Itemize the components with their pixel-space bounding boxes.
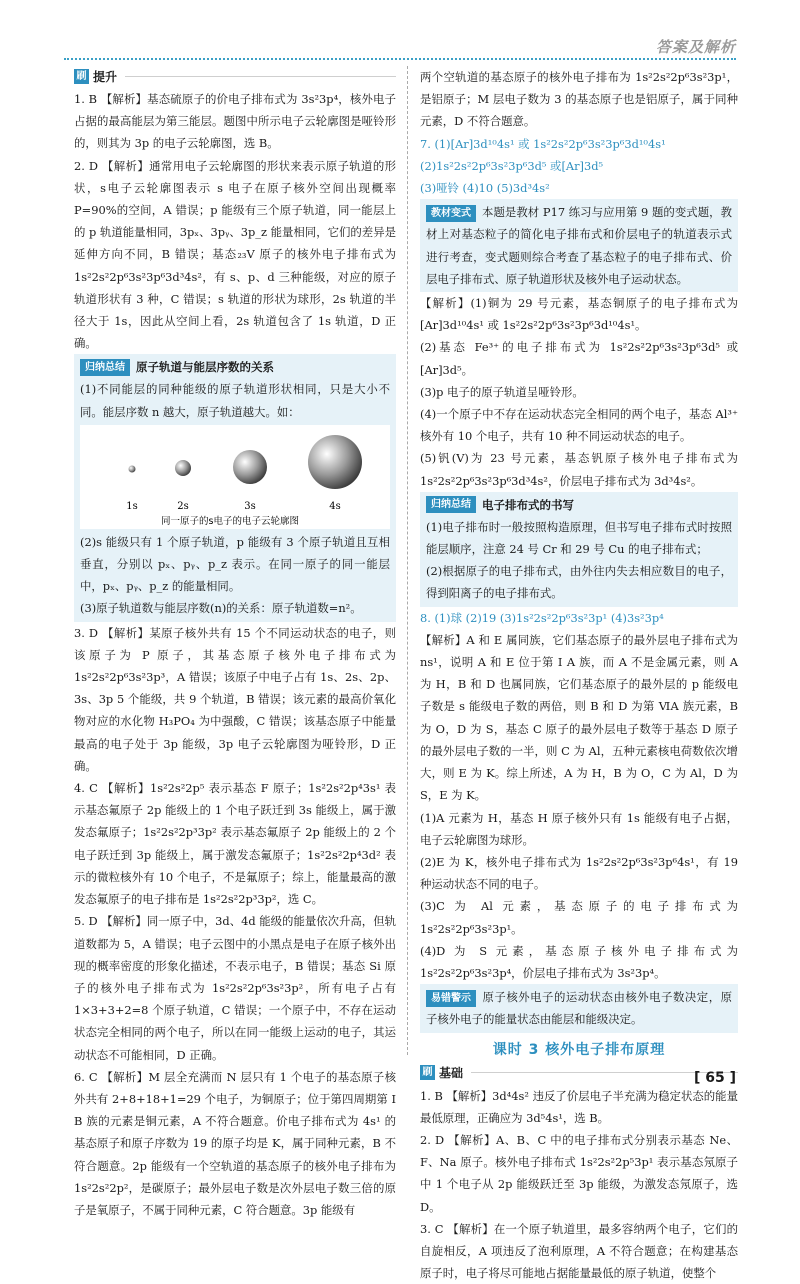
lesson-title: 课时 3 核外电子排布原理: [492, 1041, 666, 1058]
summary-label: 归纳总结: [80, 359, 130, 376]
warning-box: [420, 984, 738, 1032]
answer-8-explanation-3: (3)C 为 Al 元素，基态原子的电子排布式为 1s²2s²2p⁶3s²3p¹。: [420, 899, 738, 936]
variant-label: 教材变式: [426, 205, 476, 222]
summary-point-2: (2)s 能级只有 1 个原子轨道，p 能级有 3 个原子轨道且互相垂直，分别以 pₓ、pᵧ、p_z 表示。在同一原子的同一能层中，pₓ、pᵧ、p_z 的能量相同。: [80, 534, 390, 594]
answer-3: 3. D 【解析】某原子核外共有 15 个不同运动状态的电子，则该原子为 P 原子，其基态原子核外电子排布式为 1s²2s²2p⁶3s²3p³，A 错误；该原子中电子占有 1s、2s、2p、3s、3p 5 个能级，共 9 个轨道，B 错误；该元素的最高价氧化物对应的水化物 H₃PO₄ 为中强酸，C 错误；该基态原子中能量最高的电子处于 3p 能级，3p 电子云轮廓图为哑铃形，D 正确。: [74, 625, 396, 773]
header-divider: [64, 58, 736, 60]
basic-answer-3: 3. C 【解析】在一个原子轨道里，最多容纳两个电子，它们的自旋相反，A 项违反了泡利原理，A 不符合题意；在构建基态原子时，电子将尽可能地占据能量最低的原子轨道，使整个: [420, 1221, 738, 1281]
answer-4: 4. C 【解析】1s²2s²2p⁵ 表示基态 F 原子；1s²2s²2p⁴3s¹ 表示基态氟原子 2p 能级上的 1 个电子跃迁到 3s 能级上，属于激发态氟原子；1s²2s²2p³3p² 表示基态氟原子 2p 能级上的 2 个电子跃迁到 3p 能级上，属于激发态氟原子；1s²2s²2p⁴3d² 表示的微粒核外有 10 个电子，不是氟原子；综上，能量最高的激发态氟原子的电子排布是 1s²2s²2p³3p²，选 C。: [74, 781, 396, 907]
summary-box-orbitals: [74, 354, 396, 621]
variant-body: 本题是教材 P17 练习与应用第 9 题的变式题，教材上对基态粒子的简化电子排布式和价层电子的轨道表示式进行考查，变式题则综合考查了基态粒子的电子排布式、价层电子排布式、原子轨道形状及核外电子运动状态。: [426, 205, 732, 286]
sphere-label-2s: 2s: [177, 500, 189, 512]
column-divider: [407, 66, 408, 1055]
s-orbital-figure: [80, 425, 390, 529]
summary2-header: [426, 494, 732, 516]
sphere-label-3s: 3s: [244, 500, 256, 512]
page-number: [ 65 ]: [693, 1070, 736, 1086]
sphere-1s: [129, 465, 136, 472]
warning-body: 原子核外电子的运动状态由核外电子数决定，原子核外电子的能量状态由能层和能级决定。: [426, 990, 732, 1027]
sphere-3s: [233, 450, 267, 484]
summary2-title: 电子排布式的书写: [482, 497, 574, 512]
warning-text: [426, 986, 732, 1030]
answer-8: 8. (1)球 (2)19 (3)1s²2s²2p⁶3s²3p¹ (4)3s²3p⁴: [420, 610, 664, 625]
basic-answer-1: 1. B 【解析】3d⁴4s² 违反了价层电子半充满为稳定状态的能量最低原理，正确应为 3d⁵4s¹，选 B。: [420, 1088, 738, 1125]
answer-6-continued: 两个空轨道的基态原子的核外电子排布为 1s²2s²2p⁶3s²3p¹，是铝原子；M 层电子数为 3 的基态原子也是铝原子，属于同种元素，D 不符合题意。: [420, 70, 738, 129]
header-title: 答案及解析: [655, 38, 736, 56]
section-title: 基础: [439, 1066, 464, 1081]
brush-icon: 刷: [420, 1065, 435, 1080]
sphere-2s: [175, 460, 191, 476]
answer-7-explanation-3: (3)p 电子的原子轨道呈哑铃形。: [420, 384, 584, 399]
answer-8-explanation-1: (1)A 元素为 H，基态 H 原子核外只有 1s 能级有电子占据，电子云轮廓图为球形。: [420, 810, 738, 847]
answer-7-line-3: (3)哑铃 (4)10 (5)3d³4s²: [420, 181, 550, 196]
sphere-label-1s: 1s: [126, 500, 138, 512]
answer-7-explanation-2: (2)基态 Fe³⁺的电子排布式为 1s²2s²2p⁶3s²3p⁶3d⁵ 或[Ar]3d⁵。: [420, 340, 738, 377]
brush-icon: 刷: [74, 69, 89, 84]
answer-7-explanation-5: (5)钒(V)为 23 号元素，基态钒原子核外电子排布式为 1s²2s²2p⁶3s²3p⁶3d³4s²，价层电子排布式为 3d³4s²。: [420, 451, 738, 488]
answer-5: 5. D 【解析】同一原子中，3d、4d 能级的能量依次升高，但轨道数都为 5，A 错误；电子云图中的小黑点是电子在原子核外出现的概率密度的形象化描述，不表示电子，B 错误；基态 Si 原子的核外电子排布式为 1s²2s²2p⁶3s²3p²，所有电子占有 1×3+3+2=8 个原子轨道，C 错误；一个原子中，不存在运动状态完全相同的两个电子，所以在同一能级上运动的电子，其运动状态不可能相同，D 正确。: [74, 914, 396, 1062]
answer-8-explanation: 【解析】A 和 E 属同族，它们基态原子的最外层电子排布式为 ns¹，说明 A 和 E 位于第 Ⅰ A 族，而 A 不是金属元素，则 A 为 H，B 和 D 也属同族，它们基态原子的最外层的 p 能级电子数是 s 能级电子数的两倍，则 B 和 D 为第 ⅥA 族元素，B 为 O，D 为 S，基态 C 原子的最外层电子数等于基态 D 原子的最外层电子数的一半，则 C 为 Al，五种元素核电荷数依次增大，则 E 为 K。综上所述，A 为 H，B 为 O，C 为 Al，D 为 S，E 为 K。: [420, 632, 738, 803]
sphere-label-4s: 4s: [329, 500, 341, 512]
section-header-jichu: [420, 1063, 738, 1083]
right-column: [420, 66, 738, 1284]
answer-6: 6. C 【解析】M 层全充满而 N 层只有 1 个电子的基态原子核外共有 2+8+18+1=29 个电子，为铜原子；位于第四周期第 Ⅰ B 族的元素是铜元素，A 不符合题意。价电子排布式为 4s¹ 的基态原子和原子序数为 19 的原子均是 K，属于同种元素，B 不符合题意。2p 能级有一个空轨道的基态原子的核外电子排布为 1s²2s²2p²，是碳原子；最外层电子数是次外层电子数三倍的原子是氧原子，不属于同种元素，C 符合题意。3p 能级有: [74, 1069, 396, 1217]
summary-point-1: (1)不同能层的同种能级的原子轨道形状相同，只是大小不同。能层序数 n 越大，原子轨道越大。如：: [80, 382, 390, 419]
answer-7-explanation-4: (4)一个原子中不存在运动状态完全相同的两个电子，基态 Al³⁺核外有 10 个电子，共有 10 种不同运动状态的电子。: [420, 407, 738, 444]
answer-7-line-2: (2)1s²2s²2p⁶3s²3p⁶3d⁵ 或[Ar]3d⁵: [420, 158, 604, 173]
sphere-caption: 同一原子的s电子的电子云轮廓图: [161, 515, 299, 527]
textbook-variant-box: [420, 199, 738, 292]
summary-point-3: (3)原子轨道数与能层序数(n)的关系：原子轨道数=n²。: [80, 601, 362, 616]
answer-8-explanation-4: (4)D 为 S 元素，基态原子核外电子排布式为 1s²2s²2p⁶3s²3p⁴，价层电子排布式为 3s²3p⁴。: [420, 943, 738, 980]
left-column: [74, 66, 396, 1221]
sphere-4s: [308, 435, 362, 489]
section-header-tisheng: [74, 66, 396, 86]
warning-label: 易错警示: [426, 990, 476, 1007]
summary2-label: 归纳总结: [426, 496, 476, 513]
variant-text: [426, 201, 732, 290]
answer-1: 1. B 【解析】基态硫原子的价电子排布式为 3s²3p⁴，核外电子占据的最高能层为第三能层。题图中所示电子云轮廓图是哑铃形的，则其为 3p 的电子云轮廓图，选 B。: [74, 92, 396, 151]
basic-answer-2: 2. D 【解析】A、B、C 中的电子排布式分别表示基态 Ne、F、Na 原子。核外电子排布式 1s²2s²2p⁵3p¹ 表示基态氖原子中 1 个电子从 2p 能级跃迁至 3p 能级，为激发态氖原子，选 D。: [420, 1132, 738, 1214]
summary2-point-2: (2)根据原子的电子排布式，由外往内失去相应数目的电子，得到阳离子的电子排布式。: [426, 564, 732, 601]
answer-7-line-1: 7. (1)[Ar]3d¹⁰4s¹ 或 1s²2s²2p⁶3s²3p⁶3d¹⁰4s¹: [420, 136, 666, 151]
summary2-point-1: (1)电子排布时一般按照构造原理，但书写电子排布式时按照能层顺序，注意 24 号 Cr 和 29 号 Cu 的电子排布式；: [426, 519, 732, 557]
section-rule: [125, 76, 396, 77]
answer-2: 2. D 【解析】通常用电子云轮廓图的形状来表示原子轨道的形状，s电子云轮廓图表示 s 电子在原子核外空间出现概率 P=90%的空间，A 错误；p 能级有三个原子轨道，同一能层上的 p 轨道能量相同，3pₓ、3pᵧ、3p_z 能量相同，它们的差异是延伸方向不同，B 错误；基态₂₃V 原子的核外电子排布式为 1s²2s²2p⁶3s²3p⁶3d³4s²，有 s、p、d 三种能级，对应的原子轨道形状有 3 种，C 错误；s 轨道的形状为球形，2s 轨道的半径大于 1s，因此从空间上看，2s 轨道包含了 1s 轨道，D 正确。: [74, 158, 396, 351]
summary-title: 原子轨道与能层序数的关系: [136, 360, 274, 375]
answer-8-explanation-2: (2)E 为 K，核外电子排布式为 1s²2s²2p⁶3s²3p⁶4s¹，有 19 种运动状态不同的电子。: [420, 854, 738, 892]
summary-box-configuration: [420, 492, 738, 607]
answer-7-explanation-1: 【解析】(1)铜为 29 号元素，基态铜原子的电子排布式为 [Ar]3d¹⁰4s¹ 或 1s²2s²2p⁶3s²3p⁶3d¹⁰4s¹。: [420, 296, 738, 333]
summary-header: [80, 356, 390, 378]
section-title: 提升: [93, 69, 118, 84]
